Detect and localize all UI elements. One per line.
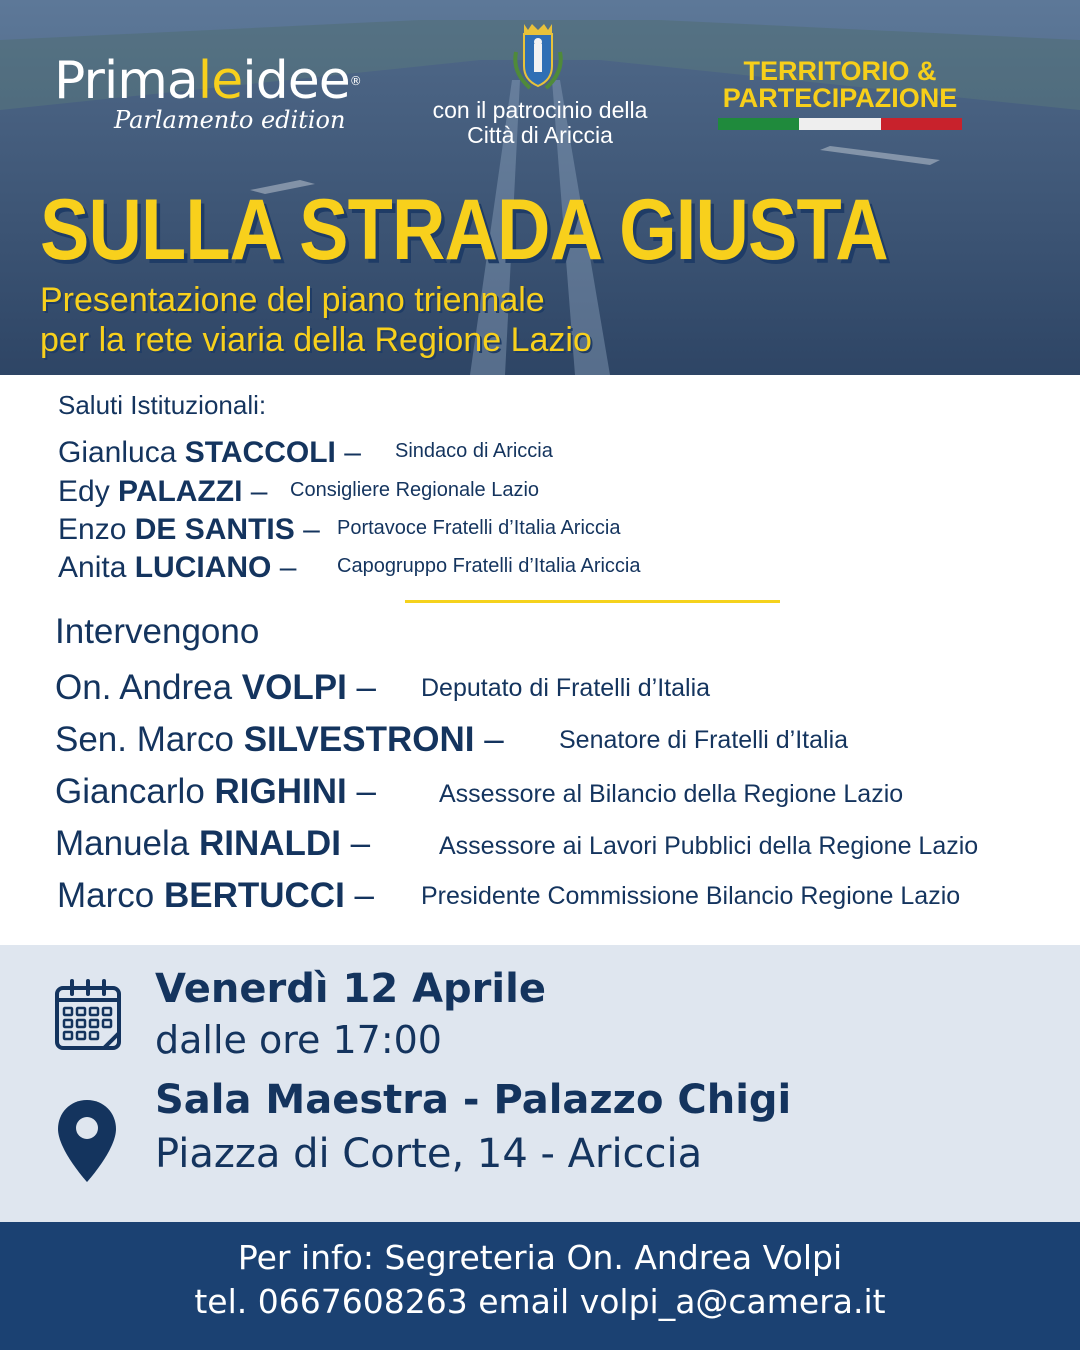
speaker-role: Assessore al Bilancio della Regione Lazio (439, 780, 904, 808)
speaker-row (55, 668, 711, 708)
footer-contact-line: tel. 0667608263 email volpi_a@camera.it (194, 1282, 886, 1321)
subtitle (40, 280, 592, 360)
event-venue: Sala Maestra - Palazzo Chigi (155, 1077, 792, 1123)
speaker-role: Deputato di Fratelli d’Italia (421, 674, 711, 702)
speaker-row (55, 824, 979, 864)
brand-subtitle: Parlamento edition (114, 106, 346, 134)
person-name: Enzo DE SANTIS – (58, 513, 320, 546)
person-name: Anita LUCIANO – (58, 551, 297, 584)
speaker-name: On. Andrea VOLPI – (55, 668, 377, 707)
event-address: Piazza di Corte, 14 - Ariccia (155, 1131, 703, 1177)
subtitle-line-2: per la rete viaria della Regione Lazio (40, 321, 592, 359)
event-date: Venerdì 12 Aprile (155, 966, 546, 1012)
city-crest-icon (510, 22, 566, 96)
person-role: Portavoce Fratelli d’Italia Ariccia (337, 517, 621, 539)
footer-contact (0, 1222, 1080, 1350)
speaker-row (55, 720, 849, 760)
italian-flag-stripe (718, 118, 962, 130)
footer-info-line: Per info: Segreteria On. Andrea Volpi (237, 1238, 843, 1277)
brand-logo (54, 52, 361, 134)
saluti-row (58, 551, 641, 585)
speaker-role: Presidente Commissione Bilancio Regione Lazio (421, 882, 961, 910)
location-pin-icon (56, 1098, 118, 1184)
speaker-role: Senatore di Fratelli d’Italia (559, 726, 849, 754)
speaker-name: Marco BERTUCCI – (57, 876, 374, 915)
person-name: Edy PALAZZI – (58, 475, 268, 508)
flag-red (881, 118, 962, 130)
speaker-name: Manuela RINALDI – (55, 824, 371, 863)
header-banner (0, 0, 1080, 375)
saluti-label: Saluti Istituzionali: (58, 390, 267, 420)
patronage-line-1: con il patrocinio della (432, 97, 648, 123)
person-role: Capogruppo Fratelli d’Italia Ariccia (337, 555, 641, 577)
badge-line-1: TERRITORIO & (743, 56, 937, 86)
flag-white (799, 118, 880, 130)
yellow-divider (405, 600, 780, 603)
patronage-line-2: Città di Ariccia (467, 122, 613, 148)
person-name: Gianluca STACCOLI – (58, 436, 361, 469)
speaker-row (55, 772, 904, 812)
speaker-role: Assessore ai Lavori Pubblici della Regione Lazio (439, 832, 979, 860)
subtitle-line-1: Presentazione del piano triennale (40, 281, 545, 319)
saluti-row (58, 513, 621, 547)
territorio-badge (718, 58, 962, 112)
flag-green (718, 118, 799, 130)
saluti-row (58, 475, 540, 509)
intervengono-label: Intervengono (55, 612, 260, 651)
calendar-icon (54, 978, 122, 1052)
patronage-text (400, 98, 680, 148)
speaker-name: Giancarlo RIGHINI – (55, 772, 376, 811)
speaker-row (57, 876, 961, 916)
saluti-row (58, 436, 553, 470)
event-time: dalle ore 17:00 (155, 1018, 442, 1062)
main-title: SULLA STRADA GIUSTA (40, 182, 888, 278)
badge-line-2: PARTECIPAZIONE (722, 83, 958, 113)
person-role: Consigliere Regionale Lazio (290, 479, 540, 501)
person-role: Sindaco di Ariccia (395, 440, 553, 462)
speaker-name: Sen. Marco SILVESTRONI – (55, 720, 504, 759)
brand-title: Primaleidee® (54, 51, 361, 111)
